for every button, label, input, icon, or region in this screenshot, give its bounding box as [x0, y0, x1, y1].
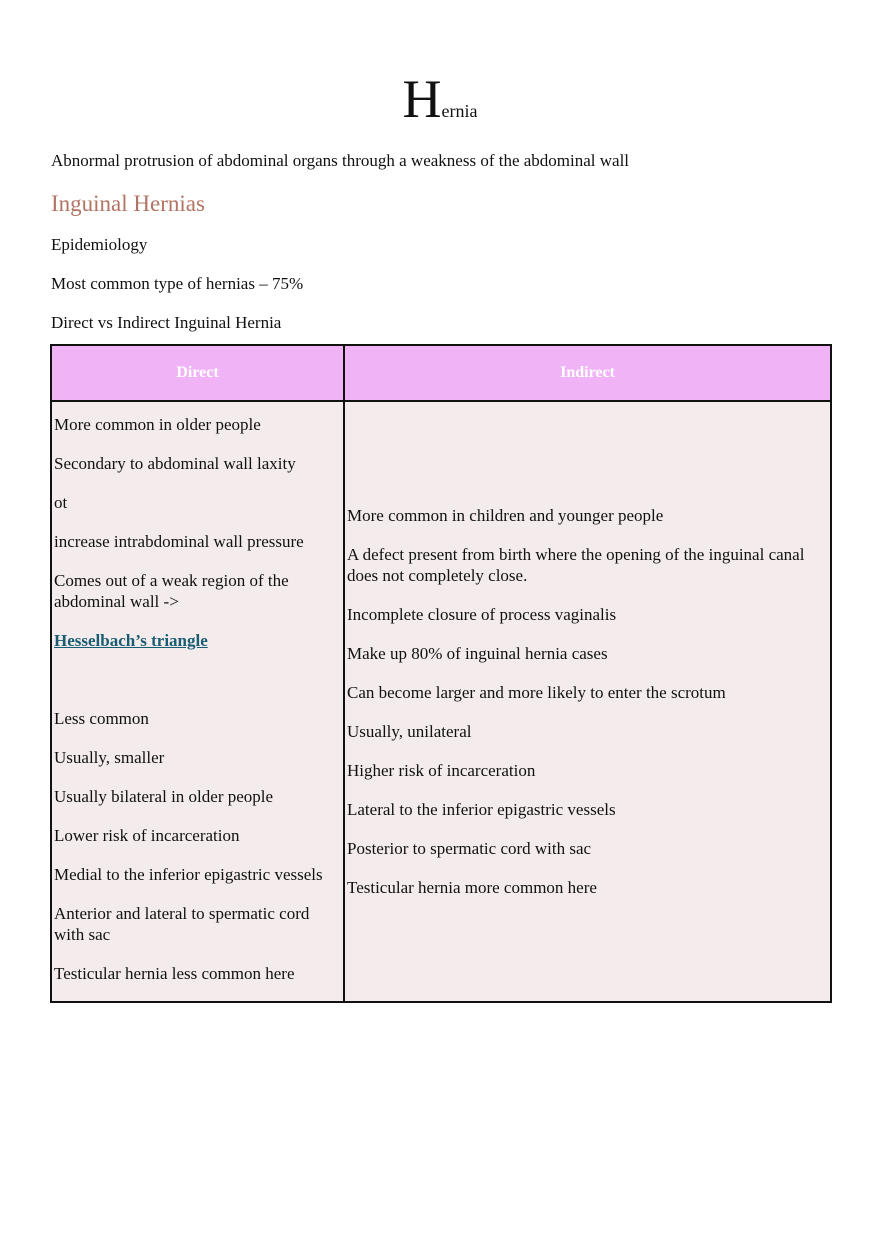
list-item: Usually, smaller	[54, 748, 165, 767]
direct-cell	[51, 401, 344, 1002]
list-item: More common in children and younger people	[347, 506, 664, 525]
list-item: Lateral to the inferior epigastric vessels	[347, 800, 616, 819]
list-item: Secondary to abdominal wall laxity	[54, 454, 296, 473]
indirect-cell	[344, 401, 831, 1002]
list-item: Comes out of a weak region of the abdominal wall ->	[54, 571, 289, 611]
list-item: increase intrabdominal wall pressure	[54, 532, 304, 551]
list-item: Less common	[54, 709, 149, 728]
list-item: Posterior to spermatic cord with sac	[347, 839, 592, 858]
table-row	[51, 401, 831, 1002]
header-direct: Direct	[51, 345, 344, 401]
list-item: Usually bilateral in older people	[54, 787, 274, 806]
spacer	[54, 669, 341, 708]
list-item: More common in older people	[54, 415, 261, 434]
hesselbach-triangle-link[interactable]: Hesselbach’s triangle	[54, 631, 208, 650]
section-heading: Inguinal Hernias	[51, 191, 205, 216]
list-item: ot	[54, 493, 68, 512]
definition-text: Abnormal protrusion of abdominal organs through a weakness of the abdominal wall	[51, 151, 630, 170]
comparison-title: Direct vs Indirect Inguinal Hernia	[51, 313, 282, 332]
page-title-initial: H	[402, 69, 442, 129]
list-item: Testicular hernia less common here	[54, 964, 295, 983]
header-indirect: Indirect	[344, 345, 831, 401]
table-header-row	[51, 345, 831, 401]
page-title-rest: ernia	[441, 101, 478, 121]
page-title	[0, 69, 880, 129]
list-item: Lower risk of incarceration	[54, 826, 240, 845]
list-item: Usually, unilateral	[347, 722, 472, 741]
list-item: Testicular hernia more common here	[347, 878, 597, 897]
list-item: Can become larger and more likely to enter the scrotum	[347, 683, 726, 702]
epidemiology-label: Epidemiology	[51, 235, 148, 254]
hesselbach-triangle-link-wrap	[54, 630, 341, 651]
list-item: Make up 80% of inguinal hernia cases	[347, 644, 608, 663]
comparison-table	[50, 344, 832, 1003]
list-item: A defect present from birth where the opening of the inguinal canal does not completely close.	[347, 545, 805, 585]
list-item: Anterior and lateral to spermatic cord with sac	[54, 904, 310, 944]
list-item: Medial to the inferior epigastric vessels	[54, 865, 323, 884]
list-item: Incomplete closure of process vaginalis	[347, 605, 617, 624]
epidemiology-text: Most common type of hernias – 75%	[51, 274, 304, 293]
list-item: Higher risk of incarceration	[347, 761, 536, 780]
